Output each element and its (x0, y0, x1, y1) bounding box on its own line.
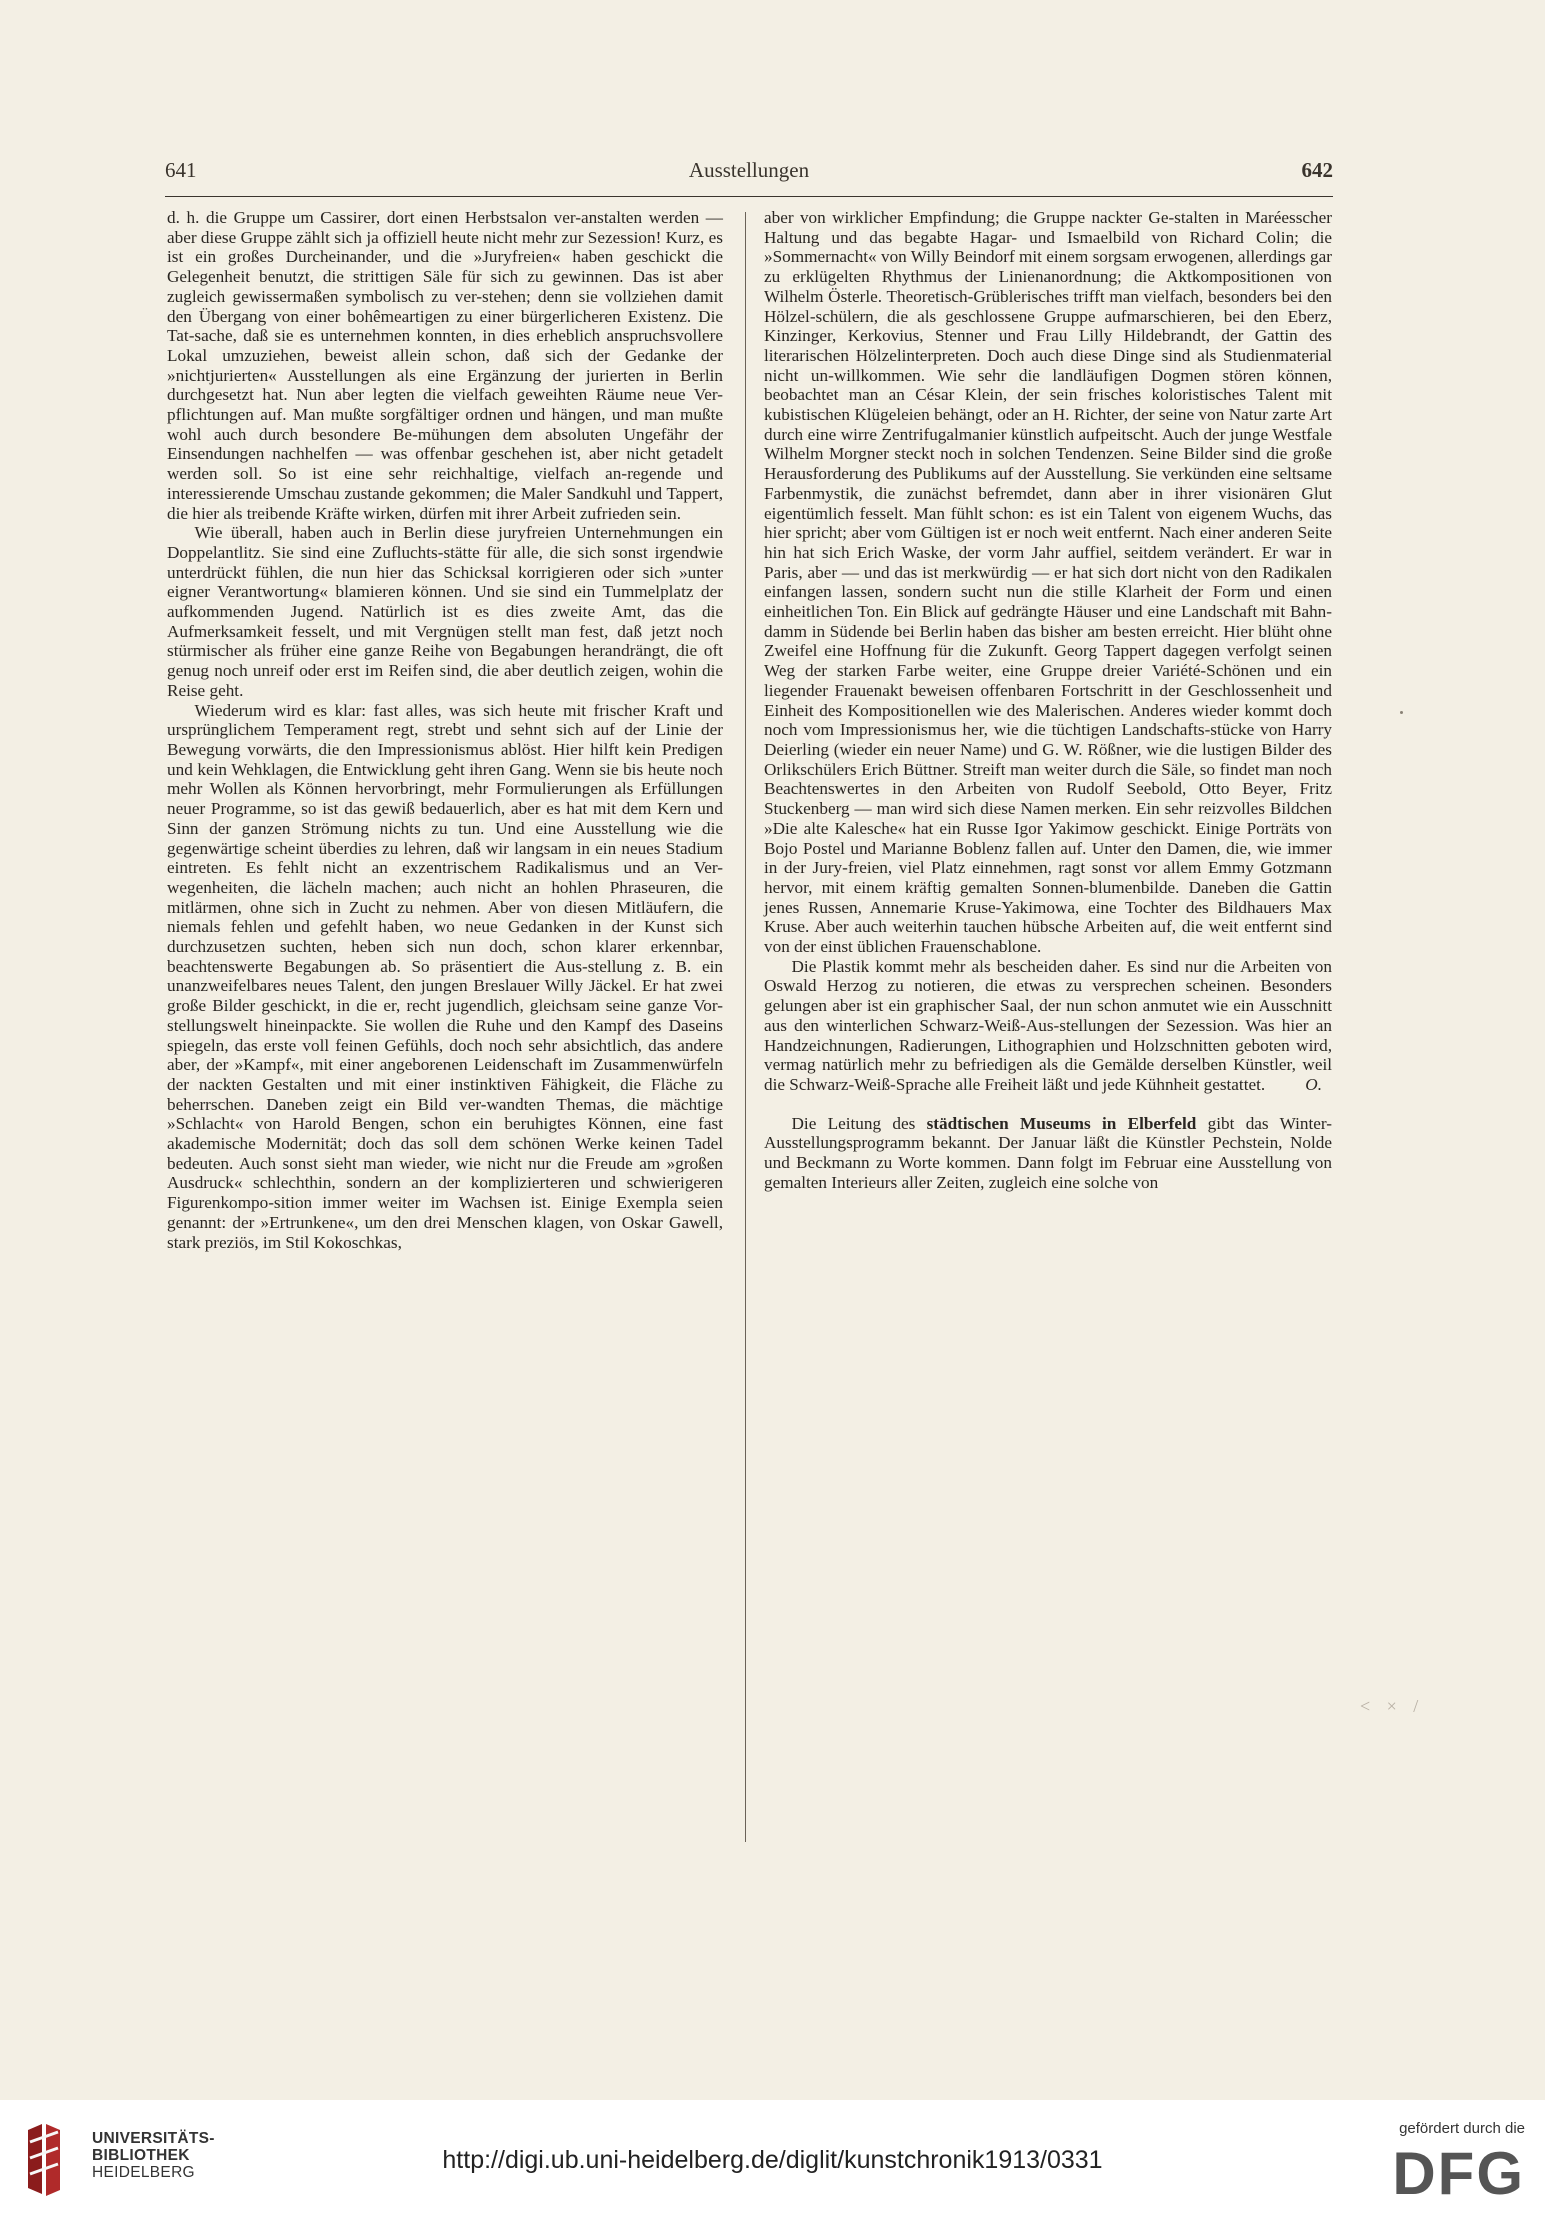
left-paragraph-1: d. h. die Gruppe um Cassirer, dort einen Herbstsalon ver-anstalten werden — aber diese Gruppe zählt sich ja offiziell heute nicht mehr zur Sezession! Kurz, es ist ein großes Durcheinander, und die »Juryfreien« haben geschickt die Gelegenheit benutzt, die strittigen Säle für sich zu gewinnen. Das ist aber zugleich gewissermaßen symbolisch zu ver-stehen; denn sie vollziehen damit den Übergang von einer bohêmeartigen zu einer bürgerlicheren Existenz. Die Tat-sache, daß sie es unternehmen konnten, in dies erheblich anspruchsvollere Lokal umzuziehen, beweist allein schon, daß sich der Gedanke der »nichtjurierten« Ausstellungen als eine Ergänzung der jurierten in Berlin durchgesetzt hat. Nun aber legten die vielfach geweihten Räume neue Ver-pflichtungen auf. Man mußte sorgfältiger ordnen und hängen, und man mußte wohl auch durch besondere Be-mühungen dem absoluten Ungefähr der Einsendungen nachhelfen — was offenbar geschehen ist, aber nicht getadelt werden soll. So ist eine sehr reichhaltige, vielfach an-regende und interessierende Umschau zustande gekommen; die Maler Sandkuhl und Tappert, die hier als treibende Kräfte wirken, dürfen mit ihrer Arbeit zufrieden sein. (167, 208, 723, 523)
dfg-logo: DFG (1392, 2140, 1525, 2207)
institution-line-2: BIBLIOTHEK (92, 2147, 190, 2164)
left-column (167, 208, 723, 1252)
running-title: Ausstellungen (688, 158, 810, 182)
institution-line-3: HEIDELBERG (92, 2164, 195, 2181)
right-paragraph-1: aber von wirklicher Empfindung; die Gruppe nackter Ge-stalten in Maréesscher Haltung und das begabte Hagar- und Ismaelbild von Richard Colin; die »Sommernacht« von Willy Beindorf mit einem sorgsam erwogenen, allerdings gar zu erklügelten Rhythmus der Linienanordnung; die Aktkompositionen von Wilhelm Österle. Theoretisch-Grüblerisches trifft man vielfach, besonders bei den Hölzel-schülern, die als geschlossene Gruppe aufmarschieren, bei den Eberz, Kinzinger, Kerkovius, Stenner und Frau Lilly Hildebrandt, der Gattin des literarischen Hölzelinterpreten. Doch auch diese Dinge sind als Studienmaterial nicht un-willkommen. Wie sehr die landläufigen Dogmen stören können, beobachtet man an César Klein, der sein frisches koloristisches Talent mit kubistischen Klügeleien behängt, oder an H. Richter, der seine von Natur zarte Art durch eine wirre Zentrifugalmanier künstlich aufpeitscht. Auch der junge Westfale Wilhelm Morgner steckt noch in solchen Tendenzen. Seine Bilder sind die große Herausforderung des Publikums auf der Ausstellung. Sie verkünden eine seltsame Farbenmystik, die zunächst befremdet, dann aber in ihrer visionären Glut eigentümlich fesselt. Man fühlt schon: es ist ein Talent von eigenem Wuchs, das hier spricht; aber vom Gültigen ist er noch weit entfernt. Nach einer anderen Seite hin hat sich Erich Waske, der vorm Jahr auffiel, seitdem verändert. Er war in Paris, aber — und das ist merkwürdig — er hat sich dort nicht von den Radikalen einfangen lassen, sondern sucht nun die stille Klarheit der Form und einen einheitlichen Ton. Ein Blick auf gedrängte Häuser und eine Landschaft mit Bahn-damm in Südende bei Berlin haben das bisher am besten erreicht. Hier blüht ohne Zweifel eine Hoffnung für die Zukunft. Georg Tappert dagegen verfolgt seinen Weg der starken Farbe weiter, eine Gruppe dreier Variété-Schönen und ein liegender Frauenakt beweisen offenbaren Fortschritt in der Geschlossenheit und Einheit des Kompositionellen wie des Malerischen. Anderes wieder kommt doch noch vom Impressionismus her, wie die tüchtigen Landschafts-stücke von Harry Deierling (wieder ein neuer Name) und G. W. Rößner, wie die lustigen Bilder des Orlikschülers Erich Büttner. Streift man weiter durch die Säle, so findet man noch Beachtenswertes in den Arbeiten von Rudolf Seebold, Otto Beyer, Fritz Stuckenberg — man wird sich diese Namen merken. Ein sehr reizvolles Bildchen »Die alte Kalesche« hat ein Russe Igor Yakimow geschickt. Einige Porträts von Bojo Postel und Marianne Boblenz fallen auf. Unter den Damen, die, wie immer in der Jury-freien, viel Platz einnehmen, ragt sonst vor allem Emmy Gotzmann hervor, mit einem kräftig gemalten Sonnen-blumenbilde. Daneben die Gattin jenes Russen, Annemarie Kruse-Yakimowa, eine Tochter des Bildhauers Max Kruse. Aber auch weiterhin tauchen hübsche Arbeiten auf, die weit entfernt sind von der einst üblichen Frauenschablone. (764, 208, 1332, 957)
page-number-left: 641 (165, 158, 197, 182)
left-paragraph-2: Wie überall, haben auch in Berlin diese juryfreien Unternehmungen ein Doppelantlitz. Sie sind eine Zufluchts-stätte für alle, die sich sonst irgendwie unterdrückt fühlen, die nun hier das Schicksal korrigieren oder sich »unter eigner Verantwortung« blamieren können. Und sie sind ein Tummelplatz der aufkommenden Jugend. Natürlich ist es dies zweite Amt, das die Aufmerksamkeit fesselt, und mit Vergnügen stellt man fest, daß jetzt noch stürmischer als früher eine ganze Reihe von Begabungen herandrängt, die oft genug noch unreif oder erst im Reifen sind, die aber deutlich zeigen, wohin die Reise geht. (167, 523, 723, 700)
header-rule (165, 196, 1333, 197)
digitization-footer (0, 2100, 1545, 2228)
funder-label: gefördert durch die (1399, 2120, 1525, 2137)
elberfeld-lead: Die Leitung des (791, 1113, 927, 1133)
source-url[interactable]: http://digi.ub.uni-heidelberg.de/diglit/kunstchronik1913/0331 (442, 2146, 1103, 2174)
right-paragraph-2 (764, 957, 1332, 1095)
author-signature: O. (1305, 1074, 1322, 1094)
right-column (764, 208, 1332, 1192)
elberfeld-notice (764, 1114, 1332, 1193)
page-number-right: 642 (1301, 158, 1333, 182)
funder-block (1355, 2120, 1525, 2205)
plastik-text: Die Plastik kommt mehr als bescheiden daher. Es sind nur die Arbeiten von Oswald Herzog zu notieren, die etwas zu versprechen scheinen. Besonders gelungen aber ist ein graphischer Saal, der nun schon anmutet wie ein Ausschnitt aus den winterlichen Schwarz-Weiß-Aus-stellungen der Sezession. Was hier an Handzeichnungen, Radierungen, Lithographien und Holzschnitten geboten wird, vermag natürlich mehr zu befriedigen als die Gemälde derselben Künstler, weil die Schwarz-Weiß-Sprache alle Freiheit läßt und jede Kühnheit gestattet. (764, 956, 1332, 1094)
speck-dot (1400, 711, 1403, 714)
left-paragraph-3: Wiederum wird es klar: fast alles, was sich heute mit frischer Kraft und ursprünglichem Temperament regt, strebt und sehnt sich auf der Linie der Bewegung vorwärts, die den Impressionismus ablöst. Hier hilft kein Predigen und kein Wehklagen, die Entwicklung geht ihren Gang. Wenn sie bis heute noch mehr Wollen als Können hervorbringt, mehr Formulierungen als Erfüllungen neuer Programme, so ist das gewiß bedauerlich, aber es hat mit dem Kern und Sinn der ganzen Strömung nichts zu tun. Und eine Ausstellung wie die gegenwärtige scheint überdies zu lehren, daß wir langsam in ein neues Stadium eintreten. Es fehlt nicht an exzentrischem Radikalismus und an Ver-wegenheiten, die lächeln machen; auch nicht an hohlen Phraseuren, die mitlärmen, ohne sich in Zucht zu nehmen. Aber von diesen Mitläufern, die niemals fehlen und gefehlt haben, wo neue Gedanken in der Kunst sich durchzusetzen suchten, heben sich nun doch, schon klarer erkennbar, beachtenswerte Begabungen ab. So präsentiert die Aus-stellung z. B. ein unanzweifelbares neues Talent, den jungen Breslauer Willy Jäckel. Er hat zwei große Bilder geschickt, in die er, recht jugendlich, gleichsam seine ganze Vor-stellungswelt hineinpackte. Sie wollen die Ruhe und den Kampf des Daseins spiegeln, das erste voll feinen Gefühls, doch noch sehr absichtlich, das andere aber, der »Kampf«, mit einer angeborenen Leidenschaft im Zusammenwürfeln der nackten Gestalten und mit einer instinktiven Fähigkeit, die Fläche zu beherrschen. Daneben zeigt ein Bild ver-wandten Themas, die mächtige »Schlacht« von Harold Bengen, schon ein beruhigtes Können, eine fast akademische Modernität; doch das soll dem schönen Werke keinen Tadel bedeuten. Auch sonst sieht man wieder, wie nicht nur die Freude am »großen Ausdruck« schlechthin, sondern an der komplizierteren und schwierigeren Figurenkompo-sition immer weiter im Wachsen ist. Einige Exempla seien genannt: der »Ertrunkene«, um den drei Menschen klagen, von Oskar Gawell, stark preziös, im Stil Kokoschkas, (167, 700, 723, 1252)
institution-line-1: UNIVERSITÄTS- (92, 2130, 215, 2147)
column-divider (745, 212, 746, 1842)
elberfeld-heading: städtischen Museums in Elberfeld (926, 1113, 1197, 1133)
elberfeld-text: gibt das Winter-Ausstellungsprogramm bekannt. Der Januar läßt die Künstler Pechstein, Nolde und Beckmann zu Worte kommen. Dann folgt im Februar eine Ausstellung von gemalten Interieurs aller Zeiten, zugleich eine solche von (764, 1113, 1332, 1192)
pencil-margin-mark: < × / (1360, 1696, 1425, 1716)
running-head (165, 158, 1333, 188)
